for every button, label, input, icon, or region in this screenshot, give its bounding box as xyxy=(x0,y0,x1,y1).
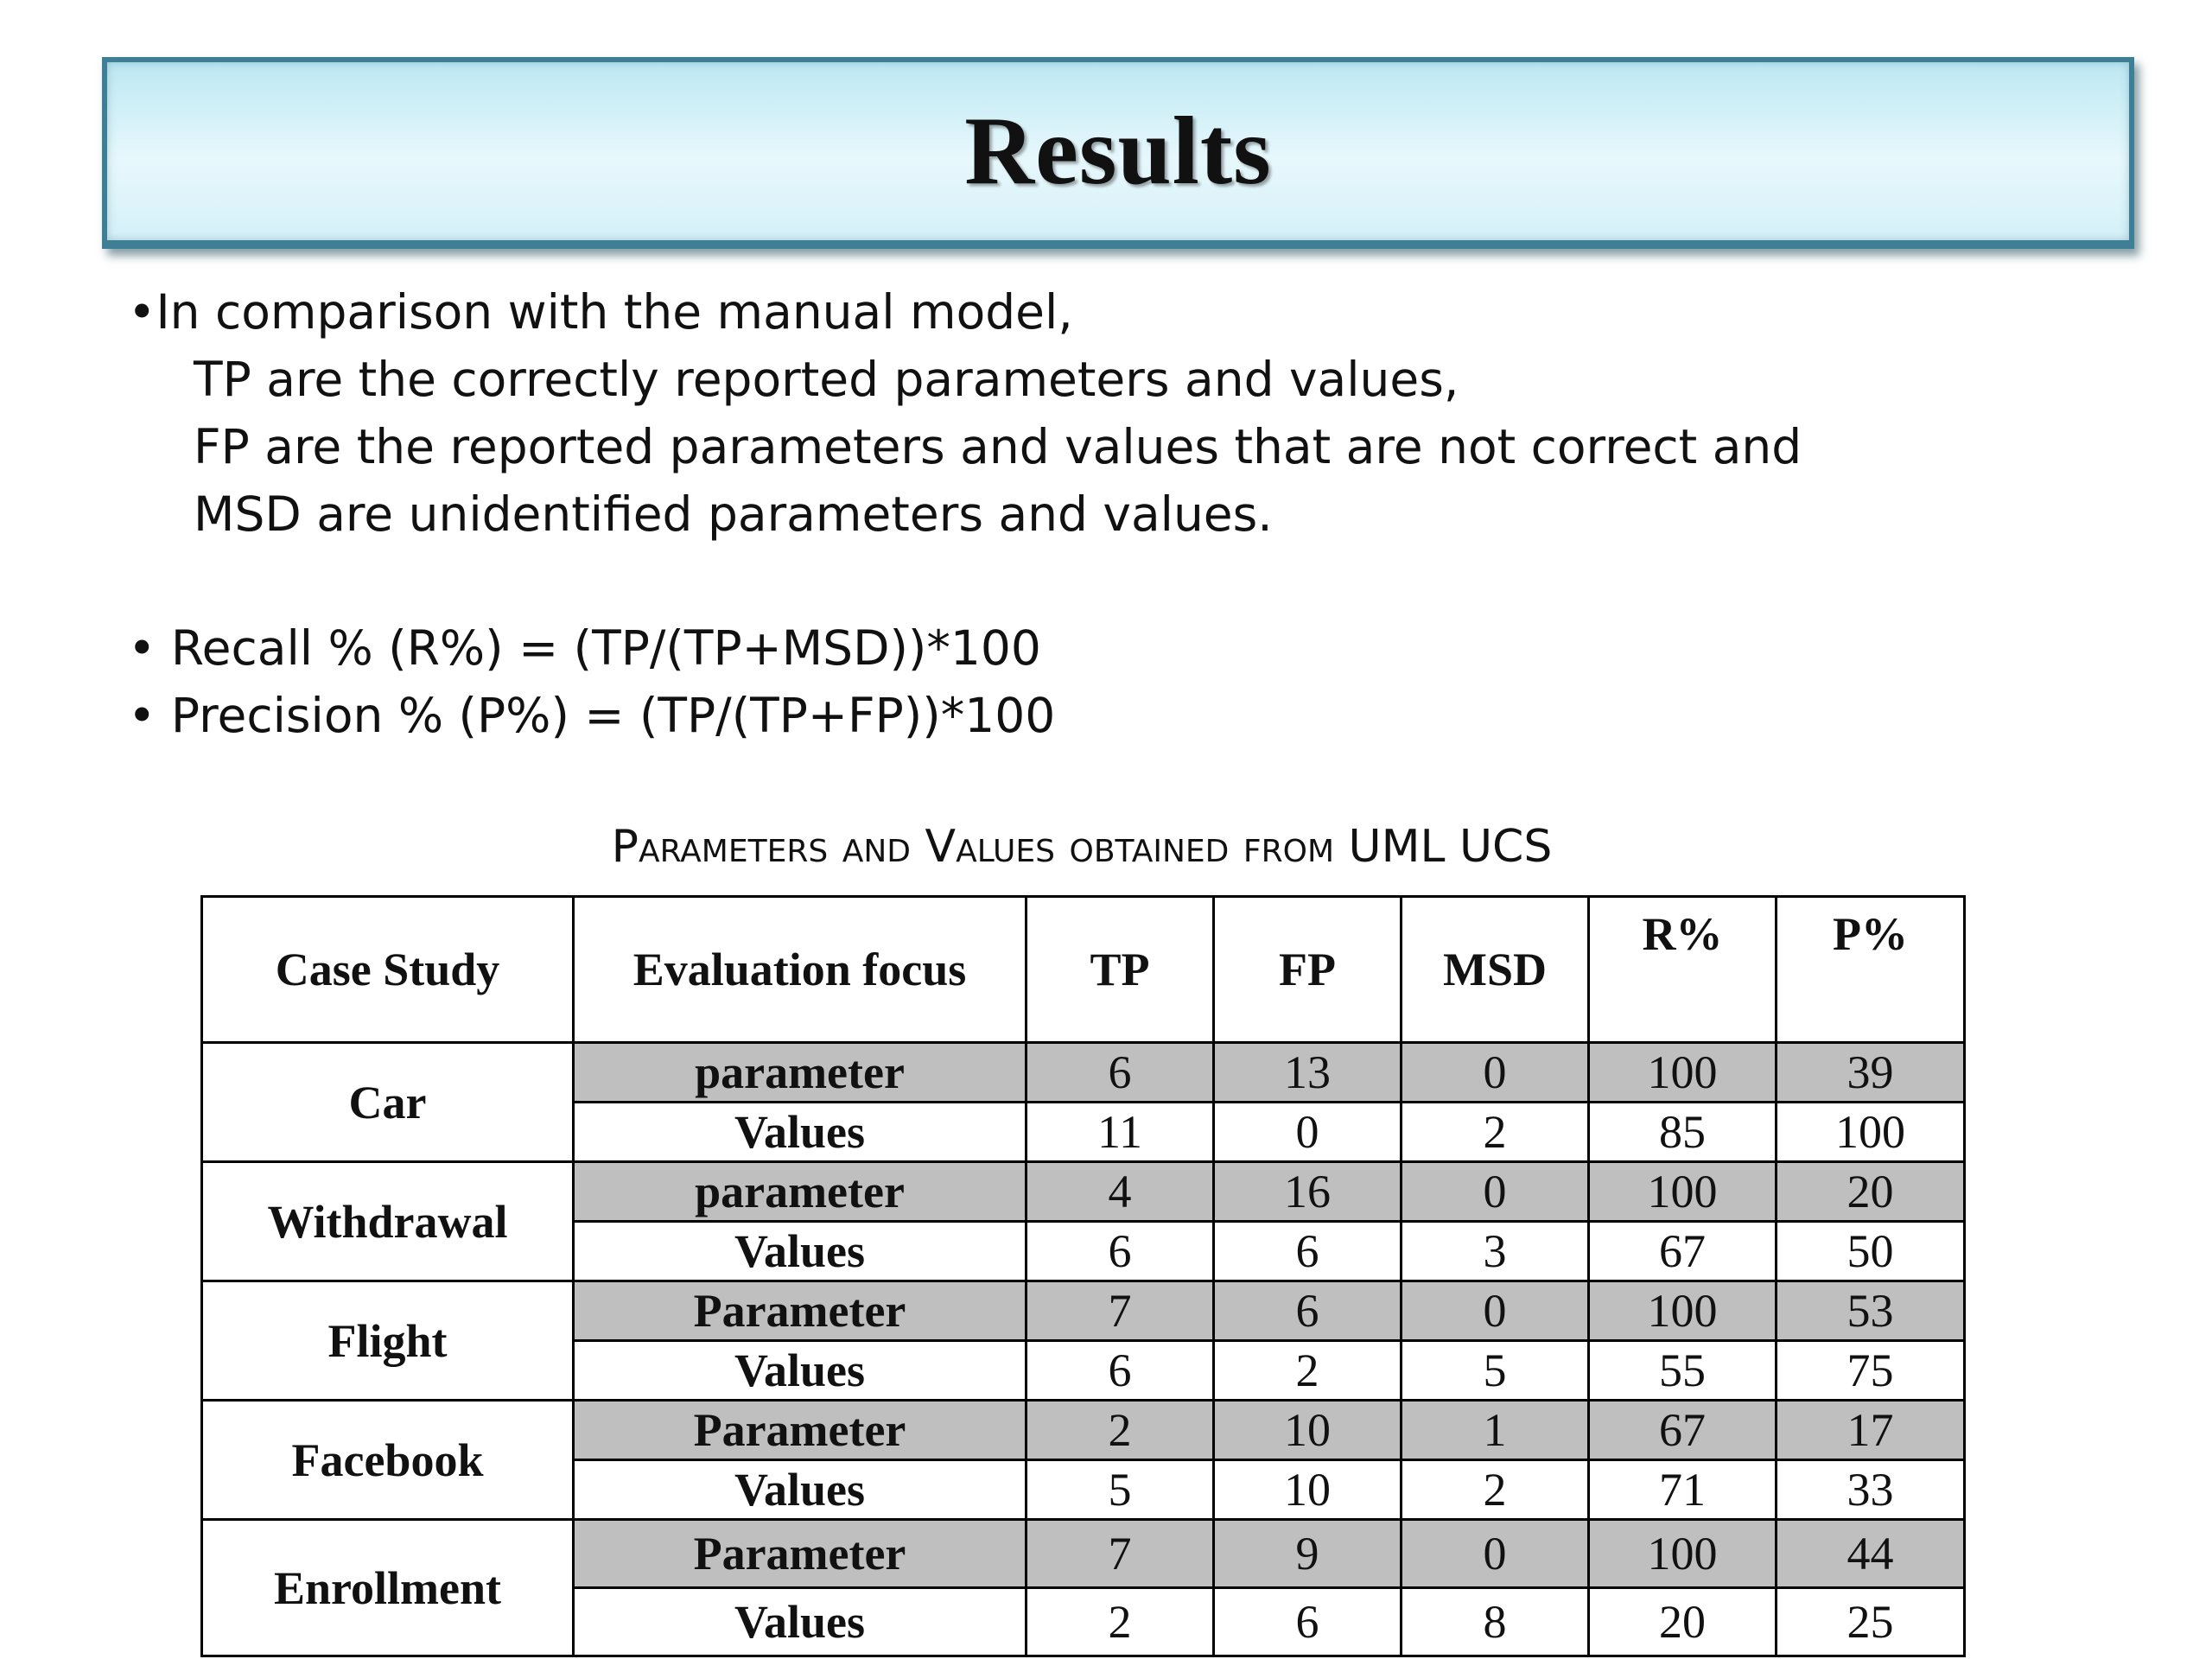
header-precision: P% xyxy=(1777,897,1965,1043)
formula-list xyxy=(128,614,1055,749)
precision-cell: 44 xyxy=(1777,1520,1965,1588)
tp-cell: 6 xyxy=(1027,1341,1214,1401)
header-fp: FP xyxy=(1214,897,1402,1043)
precision-cell: 39 xyxy=(1777,1043,1965,1103)
recall-formula: • Recall % (R%) = (TP/(TP+MSD))*100 xyxy=(128,620,1041,676)
focus-cell: Parameter xyxy=(574,1520,1027,1588)
precision-cell: 75 xyxy=(1777,1341,1965,1401)
recall-cell: 67 xyxy=(1589,1222,1777,1281)
intro-lead: •In comparison with the manual model, xyxy=(128,284,1073,340)
focus-cell: Values xyxy=(574,1341,1027,1401)
header-evaluation-focus: Evaluation focus xyxy=(574,897,1027,1043)
recall-cell: 100 xyxy=(1589,1520,1777,1588)
intro-line-tp: TP are the correctly reported parameters and values, xyxy=(194,352,1459,407)
precision-formula: • Precision % (P%) = (TP/(TP+FP))*100 xyxy=(128,688,1056,743)
recall-cell: 55 xyxy=(1589,1341,1777,1401)
table-caption: Parameters and Values obtained from UML UCS xyxy=(611,821,1553,873)
tp-cell: 7 xyxy=(1027,1520,1214,1588)
tp-cell: 7 xyxy=(1027,1281,1214,1341)
table-row xyxy=(202,1043,1965,1103)
focus-cell: Parameter xyxy=(574,1401,1027,1460)
msd-cell: 2 xyxy=(1402,1460,1589,1520)
fp-cell: 13 xyxy=(1214,1043,1402,1103)
table-header-row xyxy=(202,897,1965,1043)
case-study-flight: Flight xyxy=(202,1281,574,1401)
precision-cell: 17 xyxy=(1777,1401,1965,1460)
recall-cell: 20 xyxy=(1589,1588,1777,1656)
case-study-facebook: Facebook xyxy=(202,1401,574,1520)
recall-cell: 100 xyxy=(1589,1043,1777,1103)
title-banner xyxy=(102,57,2134,249)
focus-cell: Values xyxy=(574,1460,1027,1520)
page-title: Results xyxy=(964,97,1272,205)
header-recall: R% xyxy=(1589,897,1777,1043)
focus-cell: parameter xyxy=(574,1162,1027,1222)
recall-cell: 67 xyxy=(1589,1401,1777,1460)
recall-cell: 85 xyxy=(1589,1103,1777,1162)
case-study-car: Car xyxy=(202,1043,574,1162)
case-study-enrollment: Enrollment xyxy=(202,1520,574,1656)
fp-cell: 16 xyxy=(1214,1162,1402,1222)
msd-cell: 2 xyxy=(1402,1103,1589,1162)
precision-cell: 33 xyxy=(1777,1460,1965,1520)
focus-cell: Parameter xyxy=(574,1281,1027,1341)
fp-cell: 0 xyxy=(1214,1103,1402,1162)
tp-cell: 4 xyxy=(1027,1162,1214,1222)
intro-line-msd: MSD are unidentified parameters and values. xyxy=(194,486,1273,542)
msd-cell: 8 xyxy=(1402,1588,1589,1656)
msd-cell: 0 xyxy=(1402,1043,1589,1103)
precision-cell: 25 xyxy=(1777,1588,1965,1656)
tp-cell: 5 xyxy=(1027,1460,1214,1520)
precision-cell: 50 xyxy=(1777,1222,1965,1281)
fp-cell: 6 xyxy=(1214,1222,1402,1281)
intro-text xyxy=(128,278,2029,548)
fp-cell: 10 xyxy=(1214,1460,1402,1520)
fp-cell: 2 xyxy=(1214,1341,1402,1401)
msd-cell: 1 xyxy=(1402,1401,1589,1460)
recall-cell: 100 xyxy=(1589,1162,1777,1222)
intro-line-fp: FP are the reported parameters and values that are not correct and xyxy=(194,419,1802,474)
tp-cell: 6 xyxy=(1027,1222,1214,1281)
msd-cell: 3 xyxy=(1402,1222,1589,1281)
msd-cell: 5 xyxy=(1402,1341,1589,1401)
msd-cell: 0 xyxy=(1402,1281,1589,1341)
precision-cell: 100 xyxy=(1777,1103,1965,1162)
fp-cell: 10 xyxy=(1214,1401,1402,1460)
results-table xyxy=(200,895,1966,1657)
msd-cell: 0 xyxy=(1402,1162,1589,1222)
focus-cell: Values xyxy=(574,1103,1027,1162)
header-tp: TP xyxy=(1027,897,1214,1043)
focus-cell: Values xyxy=(574,1588,1027,1656)
fp-cell: 6 xyxy=(1214,1281,1402,1341)
table-row xyxy=(202,1520,1965,1588)
precision-cell: 20 xyxy=(1777,1162,1965,1222)
table-row xyxy=(202,1401,1965,1460)
header-msd: MSD xyxy=(1402,897,1589,1043)
table-row xyxy=(202,1162,1965,1222)
fp-cell: 6 xyxy=(1214,1588,1402,1656)
table-body xyxy=(202,1043,1965,1656)
case-study-withdrawal: Withdrawal xyxy=(202,1162,574,1281)
tp-cell: 11 xyxy=(1027,1103,1214,1162)
table-row xyxy=(202,1281,1965,1341)
tp-cell: 2 xyxy=(1027,1588,1214,1656)
tp-cell: 6 xyxy=(1027,1043,1214,1103)
tp-cell: 2 xyxy=(1027,1401,1214,1460)
msd-cell: 0 xyxy=(1402,1520,1589,1588)
recall-cell: 71 xyxy=(1589,1460,1777,1520)
header-case-study: Case Study xyxy=(202,897,574,1043)
focus-cell: Values xyxy=(574,1222,1027,1281)
fp-cell: 9 xyxy=(1214,1520,1402,1588)
precision-cell: 53 xyxy=(1777,1281,1965,1341)
recall-cell: 100 xyxy=(1589,1281,1777,1341)
focus-cell: parameter xyxy=(574,1043,1027,1103)
